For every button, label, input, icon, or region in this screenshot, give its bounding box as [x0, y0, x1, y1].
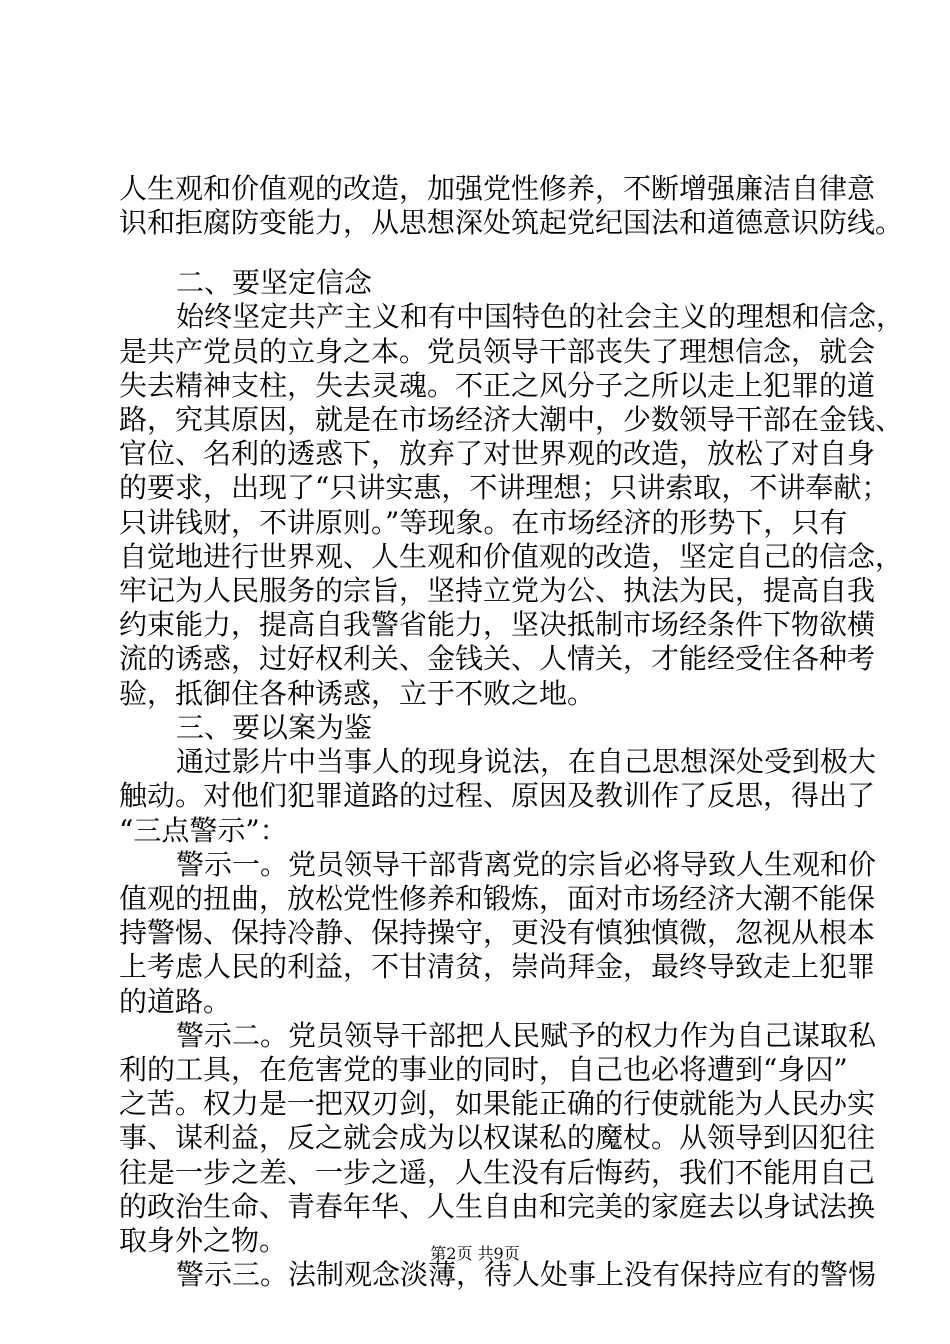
- text-line: 通过影片中当事人的现身说法，在自己思想深处受到极大: [176, 745, 877, 778]
- text-line: 的道路。: [119, 985, 232, 1018]
- text-line: 的政治生命、青春年华、人生自由和完美的家庭去以身试法换: [119, 1190, 876, 1223]
- text-line: 之苦。权力是一把双刃剑，如果能正确的行使就能为人民办实: [119, 1087, 876, 1120]
- text-line: 持警惕、保持冷静、保持操守，更没有慎独慎微，忽视从根本: [119, 916, 876, 949]
- text-line: 路，究其原因，就是在市场经济大潮中，少数领导干部在金钱、: [119, 403, 904, 436]
- text-line: 值观的扭曲，放松党性修养和锻炼，面对市场经济大潮不能保: [119, 882, 876, 915]
- section-heading: 三、要以案为鉴: [176, 711, 373, 744]
- text-line: 是共产党员的立身之本。党员领导干部丧失了理想信念，就会: [119, 335, 876, 368]
- text-line: 失去精神支柱，失去灵魂。不正之风分子之所以走上犯罪的道: [119, 369, 876, 402]
- text-line: 的要求，出现了“只讲实惠，不讲理想；只讲索取，不讲奉献；: [119, 471, 890, 504]
- text-line: 警示二。党员领导干部把人民赋予的权力作为自己谋取私: [176, 1019, 877, 1052]
- page-footer: 第2页 共9页: [430, 1244, 520, 1263]
- text-line: 牢记为人民服务的宗旨，坚持立党为公、执法为民，提高自我: [119, 574, 876, 607]
- text-line: 警示一。党员领导干部背离党的宗旨必将导致人生观和价: [176, 848, 877, 881]
- text-line: 识和拒腐防变能力，从思想深处筑起党纪国法和道德意识防线。: [119, 206, 904, 239]
- text-line: 人生观和价值观的改造，加强党性修养，不断增强廉洁自律意: [119, 172, 876, 205]
- text-line: 始终坚定共产主义和有中国特色的社会主义的理想和信念，: [176, 300, 905, 333]
- text-line: 自觉地进行世界观、人生观和价值观的改造，坚定自己的信念，: [119, 540, 904, 573]
- text-line: 只讲钱财，不讲原则。”等现象。在市场经济的形势下，只有: [119, 506, 848, 539]
- section-heading: 二、要坚定信念: [176, 266, 373, 299]
- text-line: 往是一步之差、一步之遥，人生没有后悔药，我们不能用自己: [119, 1156, 876, 1189]
- text-line: 官位、名利的透惑下，放弃了对世界观的改造，放松了对自身: [119, 437, 876, 470]
- text-line: 利的工具，在危害党的事业的同时，自己也必将遭到“身囚”: [119, 1053, 848, 1086]
- text-line: “三点警示”：: [119, 814, 288, 847]
- text-line: 约束能力，提高自我警省能力，坚决抵制市场经条件下物欲横: [119, 608, 876, 641]
- text-line: 验，抵御住各种诱惑，立于不败之地。: [119, 677, 596, 710]
- text-line: 触动。对他们犯罪道路的过程、原因及教训作了反思，得出了: [119, 779, 876, 812]
- text-line: 取身外之物。: [119, 1224, 288, 1257]
- text-line: 事、谋利益，反之就会成为以权谋私的魔杖。从领导到囚犯往: [119, 1121, 876, 1154]
- text-line: 警示三。法制观念淡薄，待人处事上没有保持应有的警惕: [176, 1258, 877, 1291]
- text-line: 上考虑人民的利益，不甘清贫，崇尚拜金，最终导致走上犯罪: [119, 950, 876, 983]
- text-line: 流的诱惑，过好权利关、金钱关、人情关，才能经受住各种考: [119, 642, 876, 675]
